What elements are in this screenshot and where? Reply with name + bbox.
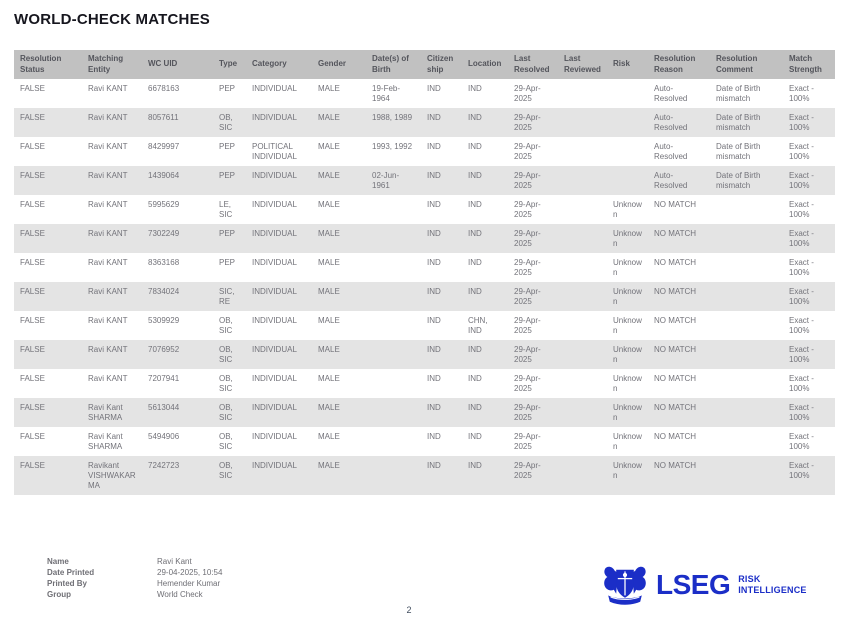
- cell-risk: Unknown: [607, 282, 648, 311]
- cell-type: OB, SIC: [213, 398, 246, 427]
- cell-gender: MALE: [312, 195, 366, 224]
- lseg-crest-icon: [601, 562, 649, 608]
- cell-resolution_reason: Auto-Resolved: [648, 137, 710, 166]
- cell-dates_of_birth: [366, 311, 421, 340]
- cell-matching_entity: Ravi KANT: [82, 195, 142, 224]
- cell-gender: MALE: [312, 137, 366, 166]
- cell-matching_entity: Ravi KANT: [82, 311, 142, 340]
- cell-match_strength: Exact - 100%: [783, 224, 835, 253]
- cell-last_reviewed: [558, 224, 607, 253]
- column-header-type: Type: [213, 50, 246, 79]
- table-row: [14, 79, 835, 108]
- cell-matching_entity: Ravi KANT: [82, 166, 142, 195]
- cell-citizenship: IND: [421, 79, 462, 108]
- column-header-resolution_comment: Resolution Comment: [710, 50, 783, 79]
- cell-matching_entity: Ravi KANT: [82, 137, 142, 166]
- cell-resolution_reason: NO MATCH: [648, 340, 710, 369]
- cell-resolution_reason: NO MATCH: [648, 224, 710, 253]
- cell-match_strength: Exact - 100%: [783, 311, 835, 340]
- column-header-resolution_reason: Resolution Reason: [648, 50, 710, 79]
- cell-match_strength: Exact - 100%: [783, 79, 835, 108]
- cell-category: INDIVIDUAL: [246, 79, 312, 108]
- cell-resolution_comment: [710, 427, 783, 456]
- matches-table: [14, 50, 835, 495]
- cell-citizenship: IND: [421, 253, 462, 282]
- cell-citizenship: IND: [421, 195, 462, 224]
- print-info-label: Group: [47, 590, 71, 599]
- cell-resolution_comment: [710, 456, 783, 495]
- cell-last_reviewed: [558, 456, 607, 495]
- cell-resolution_comment: Date of Birth mismatch: [710, 108, 783, 137]
- cell-category: INDIVIDUAL: [246, 195, 312, 224]
- cell-resolution_comment: [710, 253, 783, 282]
- print-info-label: Date Printed: [47, 568, 95, 577]
- cell-type: OB, SIC: [213, 456, 246, 495]
- cell-resolution_reason: NO MATCH: [648, 311, 710, 340]
- table-row: [14, 398, 835, 427]
- cell-resolution_reason: NO MATCH: [648, 427, 710, 456]
- cell-category: INDIVIDUAL: [246, 311, 312, 340]
- cell-last_resolved: 29-Apr-2025: [508, 282, 558, 311]
- cell-dates_of_birth: [366, 369, 421, 398]
- print-info-row: [47, 556, 222, 567]
- column-header-match_strength: Match Strength: [783, 50, 835, 79]
- cell-gender: MALE: [312, 166, 366, 195]
- cell-resolution_status: FALSE: [14, 456, 82, 495]
- column-header-risk: Risk: [607, 50, 648, 79]
- cell-citizenship: IND: [421, 282, 462, 311]
- column-header-gender: Gender: [312, 50, 366, 79]
- cell-risk: Unknown: [607, 427, 648, 456]
- cell-risk: [607, 166, 648, 195]
- cell-last_reviewed: [558, 79, 607, 108]
- cell-dates_of_birth: [366, 253, 421, 282]
- cell-location: IND: [462, 427, 508, 456]
- cell-resolution_status: FALSE: [14, 427, 82, 456]
- cell-resolution_status: FALSE: [14, 311, 82, 340]
- cell-matching_entity: Ravi Kant SHARMA: [82, 427, 142, 456]
- cell-last_resolved: 29-Apr-2025: [508, 166, 558, 195]
- cell-resolution_comment: [710, 282, 783, 311]
- cell-category: INDIVIDUAL: [246, 253, 312, 282]
- cell-dates_of_birth: 1993, 1992: [366, 137, 421, 166]
- column-header-category: Category: [246, 50, 312, 79]
- lseg-sub-line2: INTELLIGENCE: [738, 585, 807, 595]
- cell-matching_entity: Ravi KANT: [82, 253, 142, 282]
- cell-citizenship: IND: [421, 311, 462, 340]
- lseg-sub-wordmark: [738, 574, 806, 596]
- cell-category: INDIVIDUAL: [246, 456, 312, 495]
- cell-matching_entity: Ravi KANT: [82, 224, 142, 253]
- cell-resolution_reason: Auto-Resolved: [648, 79, 710, 108]
- cell-gender: MALE: [312, 369, 366, 398]
- cell-risk: Unknown: [607, 195, 648, 224]
- cell-citizenship: IND: [421, 456, 462, 495]
- cell-last_resolved: 29-Apr-2025: [508, 427, 558, 456]
- cell-category: INDIVIDUAL: [246, 166, 312, 195]
- cell-category: INDIVIDUAL: [246, 427, 312, 456]
- cell-location: CHN, IND: [462, 311, 508, 340]
- cell-gender: MALE: [312, 108, 366, 137]
- cell-matching_entity: Ravi KANT: [82, 282, 142, 311]
- cell-resolution_reason: NO MATCH: [648, 398, 710, 427]
- cell-last_reviewed: [558, 369, 607, 398]
- lseg-logo: [601, 562, 807, 608]
- cell-match_strength: Exact - 100%: [783, 137, 835, 166]
- cell-match_strength: Exact - 100%: [783, 398, 835, 427]
- cell-wc_uid: 8057611: [142, 108, 213, 137]
- cell-citizenship: IND: [421, 166, 462, 195]
- cell-last_resolved: 29-Apr-2025: [508, 398, 558, 427]
- cell-category: INDIVIDUAL: [246, 108, 312, 137]
- cell-type: OB, SIC: [213, 108, 246, 137]
- cell-location: IND: [462, 166, 508, 195]
- cell-wc_uid: 7834024: [142, 282, 213, 311]
- cell-matching_entity: Ravi KANT: [82, 369, 142, 398]
- column-header-last_reviewed: Last Reviewed: [558, 50, 607, 79]
- cell-type: PEP: [213, 166, 246, 195]
- cell-wc_uid: 5995629: [142, 195, 213, 224]
- cell-dates_of_birth: 02-Jun-1961: [366, 166, 421, 195]
- cell-last_reviewed: [558, 311, 607, 340]
- table-row: [14, 369, 835, 398]
- column-header-resolution_status: Resolution Status: [14, 50, 82, 79]
- cell-location: IND: [462, 108, 508, 137]
- cell-resolution_comment: [710, 398, 783, 427]
- cell-dates_of_birth: [366, 398, 421, 427]
- cell-last_reviewed: [558, 282, 607, 311]
- cell-resolution_status: FALSE: [14, 369, 82, 398]
- print-info-row: [47, 578, 222, 589]
- cell-match_strength: Exact - 100%: [783, 282, 835, 311]
- cell-category: INDIVIDUAL: [246, 224, 312, 253]
- table-row: [14, 427, 835, 456]
- cell-location: IND: [462, 137, 508, 166]
- cell-risk: Unknown: [607, 253, 648, 282]
- cell-location: IND: [462, 282, 508, 311]
- cell-last_resolved: 29-Apr-2025: [508, 456, 558, 495]
- table-row: [14, 137, 835, 166]
- cell-resolution_status: FALSE: [14, 195, 82, 224]
- cell-resolution_reason: NO MATCH: [648, 253, 710, 282]
- table-row: [14, 195, 835, 224]
- cell-dates_of_birth: [366, 282, 421, 311]
- cell-dates_of_birth: [366, 224, 421, 253]
- cell-match_strength: Exact - 100%: [783, 253, 835, 282]
- cell-wc_uid: 5309929: [142, 311, 213, 340]
- cell-matching_entity: Ravikant VISHWAKARMA: [82, 456, 142, 495]
- cell-category: POLITICAL INDIVIDUAL: [246, 137, 312, 166]
- cell-wc_uid: 6678163: [142, 79, 213, 108]
- cell-citizenship: IND: [421, 398, 462, 427]
- cell-location: IND: [462, 195, 508, 224]
- cell-resolution_reason: NO MATCH: [648, 282, 710, 311]
- cell-resolution_comment: [710, 340, 783, 369]
- cell-resolution_status: FALSE: [14, 79, 82, 108]
- cell-resolution_status: FALSE: [14, 166, 82, 195]
- page-title: WORLD-CHECK MATCHES: [14, 11, 211, 28]
- cell-gender: MALE: [312, 79, 366, 108]
- cell-match_strength: Exact - 100%: [783, 108, 835, 137]
- cell-match_strength: Exact - 100%: [783, 427, 835, 456]
- cell-wc_uid: 8363168: [142, 253, 213, 282]
- cell-last_resolved: 29-Apr-2025: [508, 195, 558, 224]
- cell-resolution_status: FALSE: [14, 253, 82, 282]
- cell-risk: [607, 108, 648, 137]
- cell-risk: Unknown: [607, 369, 648, 398]
- table-row: [14, 108, 835, 137]
- cell-risk: [607, 79, 648, 108]
- column-header-location: Location: [462, 50, 508, 79]
- cell-risk: [607, 137, 648, 166]
- cell-gender: MALE: [312, 340, 366, 369]
- cell-resolution_comment: Date of Birth mismatch: [710, 137, 783, 166]
- cell-category: INDIVIDUAL: [246, 398, 312, 427]
- cell-dates_of_birth: 1988, 1989: [366, 108, 421, 137]
- cell-last_reviewed: [558, 137, 607, 166]
- cell-category: INDIVIDUAL: [246, 340, 312, 369]
- cell-wc_uid: 7242723: [142, 456, 213, 495]
- cell-risk: Unknown: [607, 224, 648, 253]
- cell-wc_uid: 5494906: [142, 427, 213, 456]
- column-header-wc_uid: WC UID: [142, 50, 213, 79]
- cell-wc_uid: 7207941: [142, 369, 213, 398]
- cell-resolution_comment: [710, 195, 783, 224]
- table-head: [14, 50, 835, 79]
- print-info-row: [47, 589, 222, 600]
- cell-last_resolved: 29-Apr-2025: [508, 224, 558, 253]
- cell-gender: MALE: [312, 282, 366, 311]
- cell-resolution_status: FALSE: [14, 282, 82, 311]
- table-row: [14, 166, 835, 195]
- cell-matching_entity: Ravi KANT: [82, 108, 142, 137]
- cell-gender: MALE: [312, 427, 366, 456]
- cell-last_resolved: 29-Apr-2025: [508, 253, 558, 282]
- cell-resolution_comment: Date of Birth mismatch: [710, 79, 783, 108]
- cell-last_reviewed: [558, 427, 607, 456]
- cell-gender: MALE: [312, 456, 366, 495]
- cell-match_strength: Exact - 100%: [783, 340, 835, 369]
- cell-resolution_status: FALSE: [14, 398, 82, 427]
- cell-citizenship: IND: [421, 137, 462, 166]
- table-row: [14, 253, 835, 282]
- cell-location: IND: [462, 398, 508, 427]
- cell-wc_uid: 5613044: [142, 398, 213, 427]
- cell-citizenship: IND: [421, 340, 462, 369]
- cell-type: OB, SIC: [213, 369, 246, 398]
- print-info-value: World Check: [157, 590, 203, 599]
- cell-category: INDIVIDUAL: [246, 282, 312, 311]
- cell-last_resolved: 29-Apr-2025: [508, 108, 558, 137]
- cell-last_reviewed: [558, 166, 607, 195]
- table-body: [14, 79, 835, 495]
- header-row: [14, 50, 835, 79]
- cell-location: IND: [462, 456, 508, 495]
- cell-resolution_status: FALSE: [14, 137, 82, 166]
- table-row: [14, 340, 835, 369]
- cell-matching_entity: Ravi KANT: [82, 79, 142, 108]
- cell-last_reviewed: [558, 253, 607, 282]
- cell-risk: Unknown: [607, 456, 648, 495]
- cell-resolution_reason: Auto-Resolved: [648, 166, 710, 195]
- cell-last_reviewed: [558, 398, 607, 427]
- cell-last_reviewed: [558, 108, 607, 137]
- table-row: [14, 311, 835, 340]
- cell-last_reviewed: [558, 195, 607, 224]
- cell-location: IND: [462, 340, 508, 369]
- cell-citizenship: IND: [421, 224, 462, 253]
- cell-type: SIC, RE: [213, 282, 246, 311]
- print-info-value: 29-04-2025, 10:54: [157, 568, 223, 577]
- print-info-label: Printed By: [47, 579, 88, 588]
- cell-resolution_reason: NO MATCH: [648, 456, 710, 495]
- lseg-sub-line1: RISK: [738, 574, 761, 584]
- cell-dates_of_birth: [366, 456, 421, 495]
- cell-gender: MALE: [312, 253, 366, 282]
- cell-dates_of_birth: [366, 427, 421, 456]
- cell-resolution_reason: NO MATCH: [648, 195, 710, 224]
- cell-location: IND: [462, 369, 508, 398]
- cell-match_strength: Exact - 100%: [783, 456, 835, 495]
- cell-last_resolved: 29-Apr-2025: [508, 79, 558, 108]
- cell-resolution_reason: NO MATCH: [648, 369, 710, 398]
- cell-wc_uid: 7076952: [142, 340, 213, 369]
- cell-risk: Unknown: [607, 398, 648, 427]
- cell-dates_of_birth: [366, 195, 421, 224]
- table-row: [14, 224, 835, 253]
- cell-gender: MALE: [312, 398, 366, 427]
- cell-match_strength: Exact - 100%: [783, 195, 835, 224]
- cell-matching_entity: Ravi Kant SHARMA: [82, 398, 142, 427]
- cell-type: PEP: [213, 137, 246, 166]
- cell-type: PEP: [213, 224, 246, 253]
- cell-last_resolved: 29-Apr-2025: [508, 137, 558, 166]
- cell-location: IND: [462, 253, 508, 282]
- cell-type: OB, SIC: [213, 427, 246, 456]
- cell-location: IND: [462, 224, 508, 253]
- print-info-value: Ravi Kant: [157, 557, 192, 566]
- cell-risk: Unknown: [607, 311, 648, 340]
- cell-matching_entity: Ravi KANT: [82, 340, 142, 369]
- cell-resolution_comment: [710, 369, 783, 398]
- cell-last_resolved: 29-Apr-2025: [508, 340, 558, 369]
- print-info-label: Name: [47, 557, 69, 566]
- cell-category: INDIVIDUAL: [246, 369, 312, 398]
- cell-citizenship: IND: [421, 427, 462, 456]
- cell-risk: Unknown: [607, 340, 648, 369]
- table-row: [14, 456, 835, 495]
- cell-wc_uid: 8429997: [142, 137, 213, 166]
- cell-wc_uid: 1439064: [142, 166, 213, 195]
- cell-type: OB, SIC: [213, 340, 246, 369]
- cell-match_strength: Exact - 100%: [783, 166, 835, 195]
- cell-match_strength: Exact - 100%: [783, 369, 835, 398]
- cell-type: LE, SIC: [213, 195, 246, 224]
- cell-citizenship: IND: [421, 108, 462, 137]
- column-header-dates_of_birth: Date(s) of Birth: [366, 50, 421, 79]
- lseg-wordmark: LSEG: [656, 569, 731, 600]
- cell-resolution_status: FALSE: [14, 340, 82, 369]
- column-header-matching_entity: Matching Entity: [82, 50, 142, 79]
- cell-resolution_comment: Date of Birth mismatch: [710, 166, 783, 195]
- column-header-last_resolved: Last Resolved: [508, 50, 558, 79]
- cell-citizenship: IND: [421, 369, 462, 398]
- cell-gender: MALE: [312, 224, 366, 253]
- cell-location: IND: [462, 79, 508, 108]
- cell-resolution_comment: [710, 311, 783, 340]
- cell-type: OB, SIC: [213, 311, 246, 340]
- cell-dates_of_birth: [366, 340, 421, 369]
- cell-gender: MALE: [312, 311, 366, 340]
- cell-resolution_status: FALSE: [14, 108, 82, 137]
- cell-resolution_status: FALSE: [14, 224, 82, 253]
- cell-last_reviewed: [558, 340, 607, 369]
- cell-wc_uid: 7302249: [142, 224, 213, 253]
- cell-type: PEP: [213, 253, 246, 282]
- cell-dates_of_birth: 19-Feb-1964: [366, 79, 421, 108]
- print-info-value: Hemender Kumar: [157, 579, 221, 588]
- print-info: [47, 556, 222, 600]
- table-row: [14, 282, 835, 311]
- cell-last_resolved: 29-Apr-2025: [508, 311, 558, 340]
- print-info-row: [47, 567, 222, 578]
- cell-resolution_reason: Auto-Resolved: [648, 108, 710, 137]
- cell-type: PEP: [213, 79, 246, 108]
- cell-resolution_comment: [710, 224, 783, 253]
- page-number: 2: [406, 605, 412, 615]
- cell-last_resolved: 29-Apr-2025: [508, 369, 558, 398]
- column-header-citizenship: Citizenship: [421, 50, 462, 79]
